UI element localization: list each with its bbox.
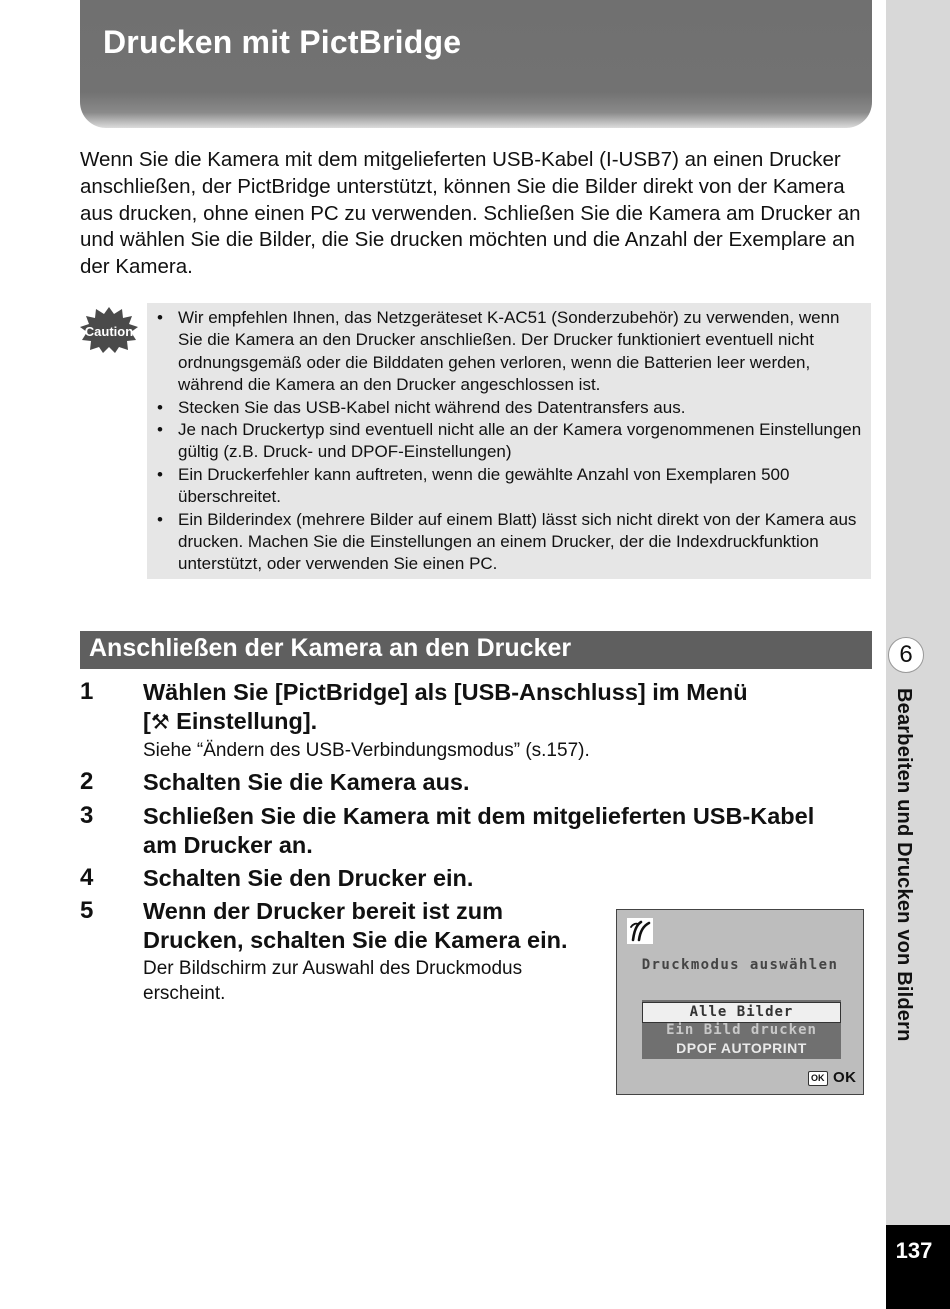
ok-label[interactable]: OK [833,1069,857,1086]
page-title: Drucken mit PictBridge [103,24,462,60]
step-5 [80,897,610,1012]
caution-item: • Stecken Sie das USB-Kabel nicht während des Datentransfers aus. [147,397,871,419]
step-description-line: erscheint. [143,983,226,1004]
step-title-line: am Drucker an. [143,831,313,858]
step-title [143,678,748,737]
page-header [80,0,872,128]
section-header [80,631,872,669]
caution-item: • Ein Druckerfehler kann auftreten, wenn die gewählte Anzahl von Exemplaren 500 überschreitet. [147,464,871,509]
step-number: 4 [80,864,94,891]
caution-item: • Je nach Druckertyp sind eventuell nicht alle an der Kamera vorgenommenen Einstellungen gültig (z.B. Druck- und DPOF-Einstellungen) [147,419,871,464]
page-number: 137 [895,1238,933,1263]
step-3 [80,802,870,862]
camera-screen [616,909,864,1095]
step-2 [80,768,870,800]
bracket-open: [ [143,707,151,734]
step-title: Schalten Sie den Drucker ein. [143,865,474,891]
step-title-line [143,707,748,738]
step-title-line: Drucken, schalten Sie die Kamera ein. [143,926,568,953]
step-4 [80,864,870,896]
step-title-line: Wenn der Drucker bereit ist zum [143,898,503,924]
caution-icon-label: Caution [84,324,134,339]
step-title-rest: Einstellung]. [169,707,318,734]
chapter-label: Bearbeiten und Drucken von Bildern [893,688,915,1042]
chapter-number: 6 [888,637,924,673]
menu-option-selected[interactable]: Alle Bilder [642,1002,841,1023]
step-title [143,802,814,859]
step-description: Siehe “Ändern des USB-Verbindungsmodus” (s.157). [143,740,590,761]
section-title: Anschließen der Kamera an den Drucker [89,634,572,662]
print-mode-menu [642,1000,841,1059]
caution-icon [80,307,138,353]
step-number: 2 [80,768,94,795]
caution-list [147,303,871,576]
pictbridge-icon [627,918,653,944]
screen-heading: Druckmodus auswählen [641,957,839,973]
step-description [143,956,522,1006]
step-title-line: Schließen Sie die Kamera mit dem mitgelieferten USB-Kabel [143,803,815,829]
caution-box [147,303,871,579]
step-title [143,897,567,954]
menu-option[interactable]: DPOF AUTOPRINT [676,1040,807,1056]
step-number: 1 [80,678,94,705]
step-1 [80,678,870,768]
step-number: 5 [80,897,94,924]
menu-option[interactable]: Ein Bild drucken [666,1022,817,1038]
ok-button-icon: OK [808,1071,828,1086]
intro-paragraph: Wenn Sie die Kamera mit dem mitgelieferten USB-Kabel (I-USB7) an einen Drucker anschließen, der PictBridge unterstützt, können Sie die Bilder direkt von der Kamera aus drucken, ohne einen PC zu verwenden. Schließen Sie die Kamera am Drucker an und wählen Sie die Bilder, die Sie drucken möchten und die Anzahl der Exemplare an der Kamera. [80,148,861,279]
step-title: Schalten Sie die Kamera aus. [143,769,470,795]
page-number-box [886,1225,950,1309]
caution-item: • Wir empfehlen Ihnen, das Netzgeräteset K-AC51 (Sonderzubehör) zu verwenden, wenn Sie die Kamera an den Drucker anschließen. Der Drucker funktioniert eventuell nicht ordnungsgemäß oder die Bilddaten gehen verloren, wenn die Batterien leer werden, während die Kamera an den Drucker angeschlossen ist. [147,307,871,397]
step-description-line: Der Bildschirm zur Auswahl des Druckmodus [143,958,523,979]
setup-menu-icon: ⚒ [150,710,170,734]
step-title-line: Wählen Sie [PictBridge] als [USB-Anschluss] im Menü [143,679,748,705]
step-number: 3 [80,802,94,829]
caution-item: • Ein Bilderindex (mehrere Bilder auf einem Blatt) lässt sich nicht direkt von der Kamera aus drucken. Machen Sie die Einstellungen an einem Drucker, der die Indexdruckfunktion unterstützt, oder verwenden Sie einen PC. [147,509,871,576]
